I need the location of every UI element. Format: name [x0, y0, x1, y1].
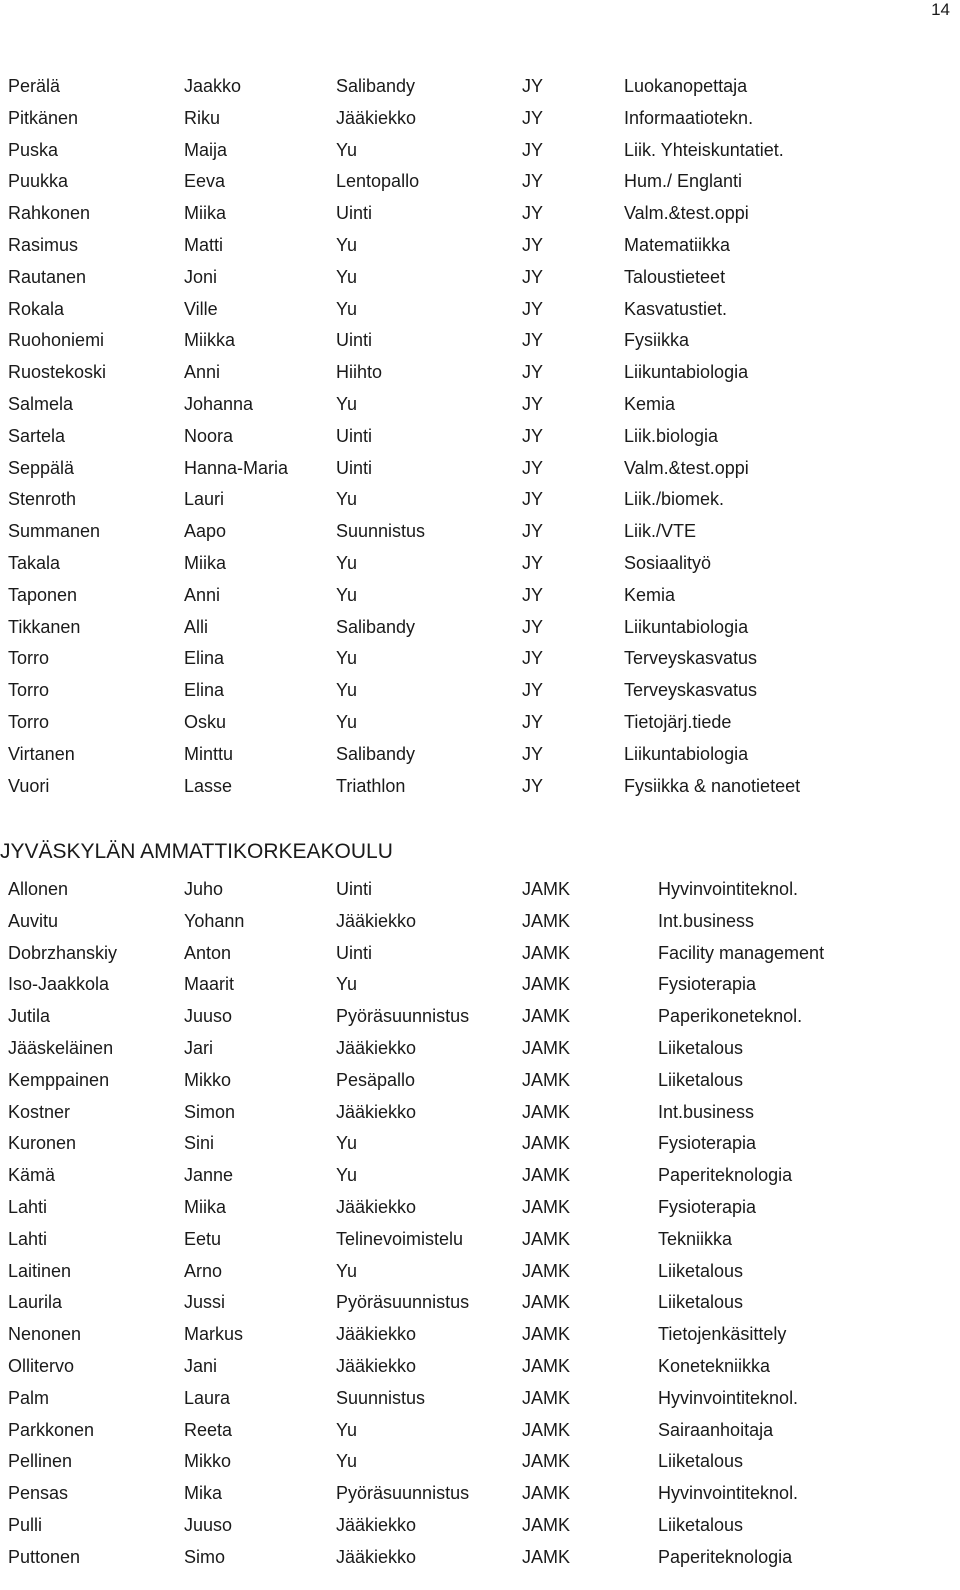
first-name-cell: Simo — [184, 1546, 226, 1567]
field-of-study-cell: Paperiteknologia — [658, 1546, 793, 1567]
first-name-cell: Sini — [184, 1133, 215, 1154]
last-name-cell: Puukka — [8, 171, 69, 192]
institution-cell: JY — [522, 298, 544, 319]
field-of-study-cell: Liikuntabiologia — [624, 616, 749, 637]
last-name-cell: Salmela — [8, 393, 74, 414]
institution-cell: JY — [522, 584, 544, 605]
first-name-cell: Lauri — [184, 489, 225, 510]
first-name-cell: Yohann — [184, 910, 245, 931]
last-name-cell: Kostner — [8, 1101, 71, 1122]
field-of-study-cell: Fysioterapia — [658, 1133, 757, 1154]
last-name-cell: Torro — [8, 648, 50, 669]
sport-cell: Salibandy — [336, 616, 416, 637]
institution-cell: JAMK — [522, 1451, 571, 1472]
last-name-cell: Auvitu — [8, 910, 59, 931]
sport-cell: Yu — [336, 266, 358, 287]
institution-cell: JY — [522, 648, 544, 669]
sport-cell: Pyöräsuunnistus — [336, 1006, 470, 1027]
first-name-cell: Simon — [184, 1101, 236, 1122]
sport-cell: Yu — [336, 584, 358, 605]
first-name-cell: Hanna-Maria — [184, 457, 289, 478]
institution-cell: JAMK — [522, 974, 571, 995]
sport-cell: Lentopallo — [336, 171, 420, 192]
field-of-study-cell: Liiketalous — [658, 1451, 744, 1472]
field-of-study-cell: Konetekniikka — [658, 1355, 771, 1376]
institution-cell: JY — [522, 680, 544, 701]
institution-cell: JAMK — [522, 879, 571, 899]
field-of-study-cell: Terveyskasvatus — [624, 680, 758, 701]
last-name-cell: Puska — [8, 139, 59, 160]
field-of-study-cell: Luokanopettaja — [624, 76, 748, 96]
first-name-cell: Markus — [184, 1324, 244, 1345]
last-name-cell: Tikkanen — [8, 616, 81, 637]
institution-cell: JAMK — [522, 1483, 571, 1504]
table-row — [8, 1128, 948, 1160]
field-of-study-cell: Fysioterapia — [658, 974, 757, 995]
field-of-study-cell: Valm.&test.oppi — [624, 203, 749, 224]
first-name-cell: Mikko — [184, 1451, 232, 1472]
field-of-study-cell: Hyvinvointiteknol. — [658, 1387, 799, 1408]
first-name-cell: Mika — [184, 1483, 223, 1504]
table-row — [8, 1097, 948, 1129]
field-of-study-cell: Liiketalous — [658, 1260, 744, 1281]
last-name-cell: Laurila — [8, 1292, 63, 1313]
institution-cell: JAMK — [522, 1514, 571, 1535]
last-name-cell: Takala — [8, 552, 61, 573]
institution-cell: JAMK — [522, 1292, 571, 1313]
field-of-study-cell: Liik. Yhteiskuntatiet. — [624, 139, 784, 160]
sport-cell: Uinti — [336, 879, 373, 899]
institution-cell: JAMK — [522, 1387, 571, 1408]
sport-cell: Yu — [336, 711, 358, 732]
table-row — [8, 198, 948, 230]
institution-cell: JAMK — [522, 1037, 571, 1058]
institution-cell: JAMK — [522, 1324, 571, 1345]
table-row — [8, 294, 948, 326]
first-name-cell: Anni — [184, 362, 221, 383]
last-name-cell: Torro — [8, 680, 50, 701]
first-name-cell: Matti — [184, 234, 224, 255]
table-row — [8, 325, 948, 357]
field-of-study-cell: Liiketalous — [658, 1514, 744, 1535]
first-name-cell: Reeta — [184, 1419, 233, 1440]
field-of-study-cell: Liiketalous — [658, 1292, 744, 1313]
table-row — [8, 938, 948, 970]
first-name-cell: Jussi — [184, 1292, 226, 1313]
field-of-study-cell: Liikuntabiologia — [624, 362, 749, 383]
institution-cell: JY — [522, 457, 544, 478]
field-of-study-cell: Liik./biomek. — [624, 489, 725, 510]
sport-cell: Salibandy — [336, 76, 416, 96]
institution-cell: JAMK — [522, 1196, 571, 1217]
page-number: 14 — [931, 0, 950, 19]
field-of-study-cell: Liikuntabiologia — [624, 743, 749, 764]
table-row — [8, 1001, 948, 1033]
sport-cell: Suunnistus — [336, 1387, 426, 1408]
table-row — [8, 103, 948, 135]
last-name-cell: Vuori — [8, 775, 50, 796]
table-row — [8, 1065, 948, 1097]
first-name-cell: Aapo — [184, 521, 227, 542]
jy-athlete-list — [8, 71, 948, 802]
institution-cell: JY — [522, 711, 544, 732]
last-name-cell: Kuronen — [8, 1133, 77, 1154]
sport-cell: Jääkiekko — [336, 1324, 417, 1345]
sport-cell: Yu — [336, 1419, 358, 1440]
sport-cell: Uinti — [336, 942, 373, 963]
first-name-cell: Johanna — [184, 393, 254, 414]
first-name-cell: Noora — [184, 425, 234, 446]
last-name-cell: Parkkonen — [8, 1419, 95, 1440]
last-name-cell: Kemppainen — [8, 1069, 110, 1090]
field-of-study-cell: Liik.biologia — [624, 425, 719, 446]
institution-cell: JAMK — [522, 942, 571, 963]
sport-cell: Yu — [336, 1133, 358, 1154]
institution-cell: JY — [522, 139, 544, 160]
table-row — [8, 643, 948, 675]
institution-cell: JY — [522, 266, 544, 287]
field-of-study-cell: Fysiikka & nanotieteet — [624, 775, 801, 796]
institution-cell: JY — [522, 362, 544, 383]
field-of-study-cell: Paperikoneteknol. — [658, 1006, 803, 1027]
last-name-cell: Iso-Jaakkola — [8, 974, 110, 995]
institution-cell: JY — [522, 425, 544, 446]
first-name-cell: Ville — [184, 298, 218, 319]
field-of-study-cell: Liiketalous — [658, 1069, 744, 1090]
last-name-cell: Jääskeläinen — [8, 1037, 114, 1058]
last-name-cell: Rahkonen — [8, 203, 91, 224]
table-row — [8, 548, 948, 580]
sport-cell: Yu — [336, 680, 358, 701]
sport-cell: Uinti — [336, 330, 373, 351]
sport-cell: Pesäpallo — [336, 1069, 416, 1090]
first-name-cell: Miika — [184, 1196, 227, 1217]
sport-cell: Yu — [336, 1451, 358, 1472]
sport-cell: Yu — [336, 552, 358, 573]
table-row — [8, 1383, 948, 1415]
table-row — [8, 969, 948, 1001]
field-of-study-cell: Tietojenkäsittely — [658, 1324, 787, 1345]
last-name-cell: Pitkänen — [8, 107, 79, 128]
last-name-cell: Perälä — [8, 76, 61, 96]
field-of-study-cell: Tekniikka — [658, 1228, 733, 1249]
last-name-cell: Lahti — [8, 1196, 48, 1217]
first-name-cell: Eeva — [184, 171, 226, 192]
last-name-cell: Lahti — [8, 1228, 48, 1249]
sport-cell: Salibandy — [336, 743, 416, 764]
first-name-cell: Riku — [184, 107, 221, 128]
field-of-study-cell: Int.business — [658, 1101, 755, 1122]
table-row — [8, 1510, 948, 1542]
field-of-study-cell: Sairaanhoitaja — [658, 1419, 774, 1440]
table-row — [8, 1224, 948, 1256]
sport-cell: Yu — [336, 1260, 358, 1281]
institution-cell: JY — [522, 171, 544, 192]
first-name-cell: Elina — [184, 680, 225, 701]
field-of-study-cell: Int.business — [658, 910, 755, 931]
sport-cell: Yu — [336, 393, 358, 414]
first-name-cell: Mikko — [184, 1069, 232, 1090]
first-name-cell: Anni — [184, 584, 221, 605]
table-row — [8, 1256, 948, 1288]
institution-cell: JAMK — [522, 1228, 571, 1249]
field-of-study-cell: Tietojärj.tiede — [624, 711, 732, 732]
institution-cell: JY — [522, 107, 544, 128]
last-name-cell: Ruostekoski — [8, 362, 107, 383]
last-name-cell: Seppälä — [8, 457, 75, 478]
table-row — [8, 230, 948, 262]
field-of-study-cell: Facility management — [658, 942, 825, 963]
field-of-study-cell: Paperiteknologia — [658, 1165, 793, 1186]
table-row — [8, 1478, 948, 1510]
first-name-cell: Juuso — [184, 1006, 233, 1027]
sport-cell: Yu — [336, 298, 358, 319]
first-name-cell: Lasse — [184, 775, 233, 796]
first-name-cell: Jani — [184, 1355, 218, 1376]
table-row — [8, 612, 948, 644]
sport-cell: Jääkiekko — [336, 1196, 417, 1217]
field-of-study-cell: Kemia — [624, 393, 676, 414]
field-of-study-cell: Kemia — [624, 584, 676, 605]
institution-cell: JY — [522, 489, 544, 510]
first-name-cell: Laura — [184, 1387, 231, 1408]
last-name-cell: Virtanen — [8, 743, 75, 764]
table-row — [8, 675, 948, 707]
institution-cell: JY — [522, 330, 544, 351]
sport-cell: Jääkiekko — [336, 1037, 417, 1058]
first-name-cell: Elina — [184, 648, 225, 669]
table-row — [8, 1033, 948, 1065]
institution-cell: JAMK — [522, 1546, 571, 1567]
sport-cell: Uinti — [336, 457, 373, 478]
first-name-cell: Minttu — [184, 743, 234, 764]
sport-cell: Pyöräsuunnistus — [336, 1483, 470, 1504]
last-name-cell: Jutila — [8, 1006, 51, 1027]
table-row — [8, 906, 948, 938]
institution-cell: JY — [522, 616, 544, 637]
jamk-section-heading: JYVÄSKYLÄN AMMATTIKORKEAKOULU — [0, 840, 393, 863]
field-of-study-cell: Liik./VTE — [624, 521, 697, 542]
sport-cell: Uinti — [336, 425, 373, 446]
table-row — [8, 389, 948, 421]
first-name-cell: Jaakko — [184, 76, 242, 96]
last-name-cell: Ollitervo — [8, 1355, 75, 1376]
field-of-study-cell: Hum./ Englanti — [624, 171, 743, 192]
field-of-study-cell: Fysiikka — [624, 330, 690, 351]
table-row — [8, 1160, 948, 1192]
first-name-cell: Juho — [184, 879, 224, 899]
table-row — [8, 874, 948, 906]
sport-cell: Uinti — [336, 203, 373, 224]
table-row — [8, 516, 948, 548]
sport-cell: Jääkiekko — [336, 1546, 417, 1567]
last-name-cell: Laitinen — [8, 1260, 72, 1281]
field-of-study-cell: Valm.&test.oppi — [624, 457, 749, 478]
last-name-cell: Rautanen — [8, 266, 87, 287]
institution-cell: JY — [522, 203, 544, 224]
table-row — [8, 1351, 948, 1383]
first-name-cell: Miika — [184, 203, 227, 224]
table-row — [8, 1287, 948, 1319]
table-row — [8, 262, 948, 294]
table-row — [8, 484, 948, 516]
table-row — [8, 71, 948, 103]
sport-cell: Pyöräsuunnistus — [336, 1292, 470, 1313]
table-row — [8, 135, 948, 167]
last-name-cell: Pellinen — [8, 1451, 73, 1472]
field-of-study-cell: Hyvinvointiteknol. — [658, 879, 799, 899]
institution-cell: JY — [522, 743, 544, 764]
institution-cell: JAMK — [522, 1069, 571, 1090]
sport-cell: Jääkiekko — [336, 1514, 417, 1535]
institution-cell: JAMK — [522, 1260, 571, 1281]
table-row — [8, 1446, 948, 1478]
table-row — [8, 421, 948, 453]
first-name-cell: Miika — [184, 552, 227, 573]
first-name-cell: Jari — [184, 1037, 214, 1058]
institution-cell: JAMK — [522, 1165, 571, 1186]
last-name-cell: Pulli — [8, 1514, 43, 1535]
last-name-cell: Torro — [8, 711, 50, 732]
field-of-study-cell: Liiketalous — [658, 1037, 744, 1058]
last-name-cell: Puttonen — [8, 1546, 81, 1567]
institution-cell: JAMK — [522, 910, 571, 931]
institution-cell: JY — [522, 234, 544, 255]
table-row — [8, 580, 948, 612]
last-name-cell: Palm — [8, 1387, 50, 1408]
institution-cell: JY — [522, 393, 544, 414]
sport-cell: Suunnistus — [336, 521, 426, 542]
first-name-cell: Osku — [184, 711, 227, 732]
institution-cell: JAMK — [522, 1006, 571, 1027]
institution-cell: JAMK — [522, 1101, 571, 1122]
first-name-cell: Maija — [184, 139, 228, 160]
table-row — [8, 707, 948, 739]
sport-cell: Yu — [336, 489, 358, 510]
last-name-cell: Allonen — [8, 879, 69, 899]
last-name-cell: Stenroth — [8, 489, 77, 510]
table-row — [8, 1319, 948, 1351]
table-row — [8, 1415, 948, 1447]
institution-cell: JAMK — [522, 1133, 571, 1154]
field-of-study-cell: Taloustieteet — [624, 266, 726, 287]
institution-cell: JAMK — [522, 1419, 571, 1440]
field-of-study-cell: Sosiaalityö — [624, 552, 712, 573]
first-name-cell: Anton — [184, 942, 232, 963]
field-of-study-cell: Hyvinvointiteknol. — [658, 1483, 799, 1504]
last-name-cell: Sartela — [8, 425, 66, 446]
institution-cell: JAMK — [522, 1355, 571, 1376]
institution-cell: JY — [522, 76, 544, 96]
sport-cell: Yu — [336, 648, 358, 669]
last-name-cell: Summanen — [8, 521, 101, 542]
sport-cell: Jääkiekko — [336, 107, 417, 128]
last-name-cell: Ruohoniemi — [8, 330, 105, 351]
last-name-cell: Dobrzhanskiy — [8, 942, 118, 963]
sport-cell: Jääkiekko — [336, 1355, 417, 1376]
sport-cell: Hiihto — [336, 362, 383, 383]
sport-cell: Yu — [336, 234, 358, 255]
first-name-cell: Maarit — [184, 974, 235, 995]
jamk-athlete-list — [8, 874, 948, 1574]
last-name-cell: Rasimus — [8, 234, 79, 255]
last-name-cell: Kämä — [8, 1165, 56, 1186]
table-row — [8, 771, 948, 803]
sport-cell: Yu — [336, 139, 358, 160]
field-of-study-cell: Kasvatustiet. — [624, 298, 728, 319]
institution-cell: JY — [522, 552, 544, 573]
first-name-cell: Eetu — [184, 1228, 222, 1249]
table-row — [8, 357, 948, 389]
sport-cell: Telinevoimistelu — [336, 1228, 464, 1249]
last-name-cell: Rokala — [8, 298, 65, 319]
table-row — [8, 739, 948, 771]
first-name-cell: Alli — [184, 616, 209, 637]
table-row — [8, 453, 948, 485]
table-row — [8, 166, 948, 198]
sport-cell: Yu — [336, 974, 358, 995]
field-of-study-cell: Fysioterapia — [658, 1196, 757, 1217]
institution-cell: JY — [522, 775, 544, 796]
first-name-cell: Miikka — [184, 330, 236, 351]
last-name-cell: Pensas — [8, 1483, 69, 1504]
first-name-cell: Joni — [184, 266, 218, 287]
sport-cell: Yu — [336, 1165, 358, 1186]
sport-cell: Jääkiekko — [336, 1101, 417, 1122]
first-name-cell: Janne — [184, 1165, 234, 1186]
sport-cell: Jääkiekko — [336, 910, 417, 931]
sport-cell: Triathlon — [336, 775, 406, 796]
first-name-cell: Arno — [184, 1260, 223, 1281]
first-name-cell: Juuso — [184, 1514, 233, 1535]
table-row — [8, 1192, 948, 1224]
field-of-study-cell: Matematiikka — [624, 234, 731, 255]
field-of-study-cell: Terveyskasvatus — [624, 648, 758, 669]
last-name-cell: Nenonen — [8, 1324, 82, 1345]
table-row — [8, 1542, 948, 1574]
field-of-study-cell: Informaatiotekn. — [624, 107, 754, 128]
institution-cell: JY — [522, 521, 544, 542]
last-name-cell: Taponen — [8, 584, 78, 605]
